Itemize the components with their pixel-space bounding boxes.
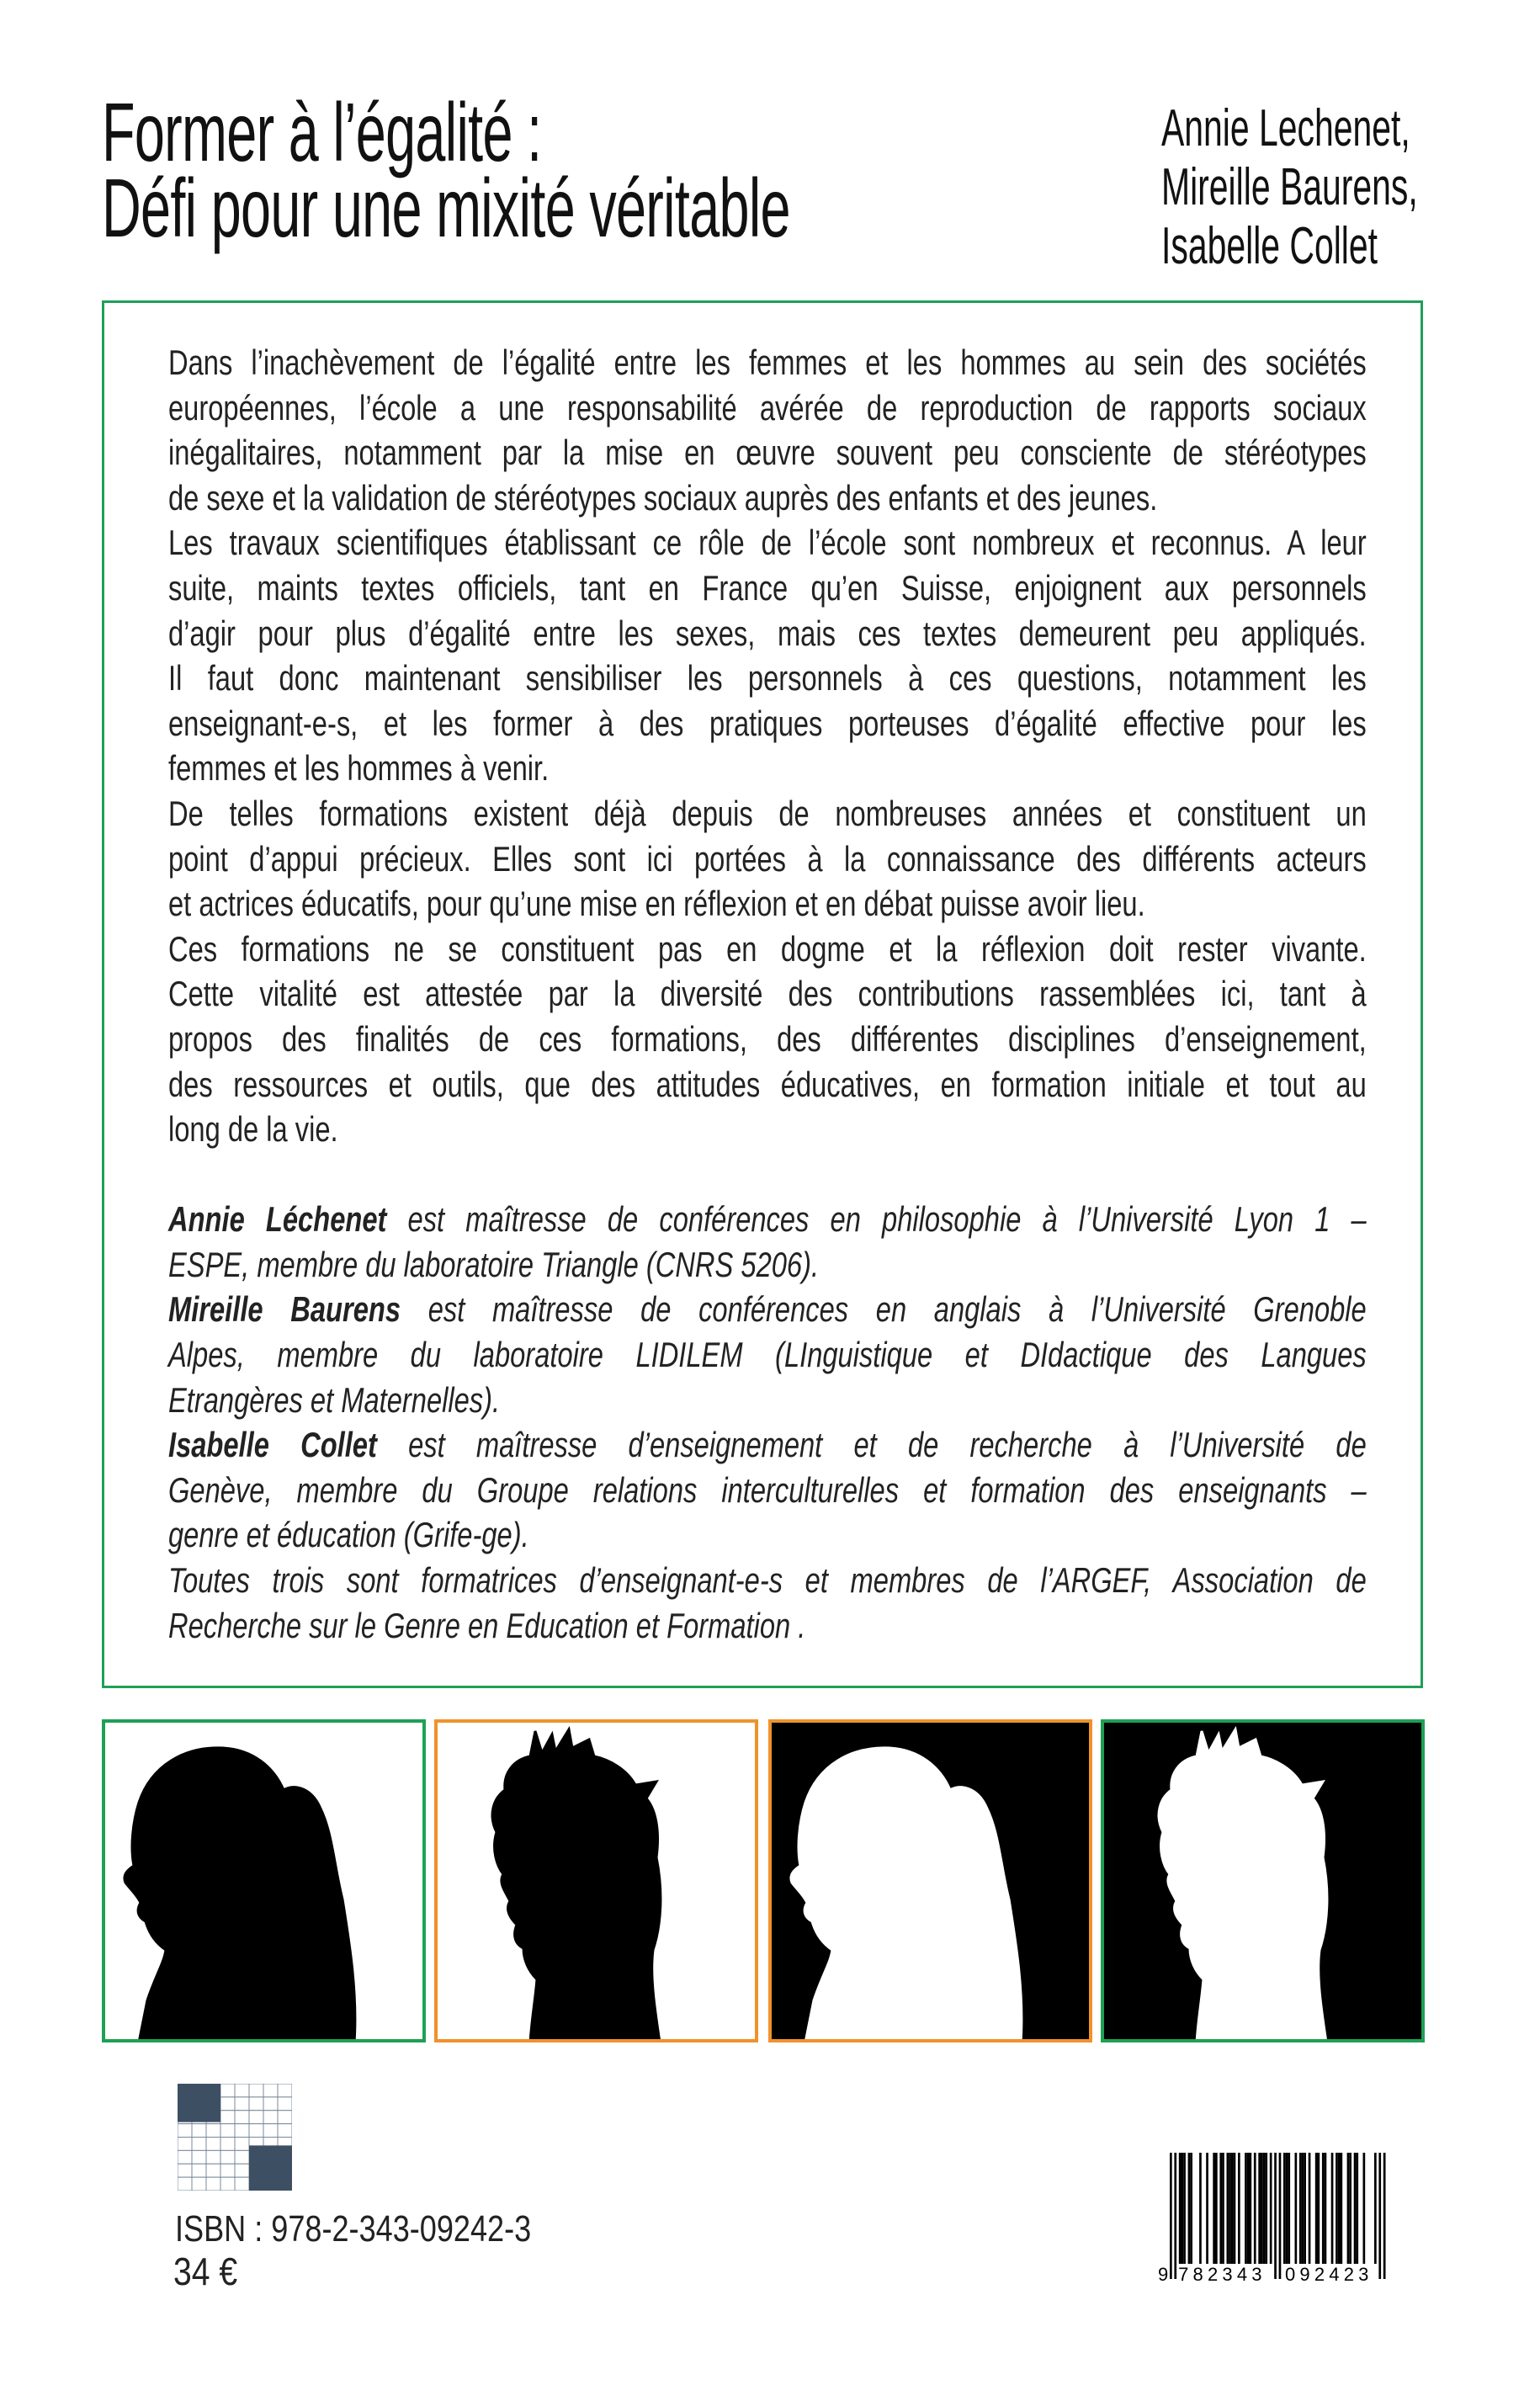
logo-cell: [235, 2150, 249, 2164]
barcode-bar: [1270, 2153, 1272, 2264]
blurb-line: [168, 927, 1367, 972]
logo-cell: [178, 2138, 192, 2151]
barcode-bar: [1261, 2153, 1263, 2264]
barcode-bar: [1302, 2153, 1304, 2264]
bio-line: [168, 1468, 1367, 1513]
blurb-text: [168, 340, 1367, 1648]
bio-line: [168, 1378, 1367, 1423]
barcode-bar: [1374, 2153, 1377, 2264]
barcode-digits: 782343: [1178, 2264, 1267, 2285]
barcode-bar: [1206, 2153, 1208, 2264]
boy-spiky-silhouette-inverted-icon: [1104, 1723, 1421, 2039]
line-text: propos des finalités de ces formations, des différentes disciplines d’enseignement,: [168, 1018, 1367, 1059]
barcode-bar: [1170, 2153, 1172, 2279]
barcode-bar: [1231, 2153, 1234, 2264]
barcode-bar: [1234, 2153, 1236, 2264]
barcode-bar: [1309, 2153, 1311, 2264]
bio-line: [168, 1512, 1367, 1558]
blurb-line: [168, 791, 1367, 837]
blurb-line: [168, 1062, 1367, 1108]
logo-cell: [178, 2124, 192, 2138]
barcode-bar: [1331, 2153, 1334, 2264]
blurb-line: [168, 971, 1367, 1017]
barcode-bar: [1179, 2153, 1182, 2264]
logo-cell: [206, 2164, 220, 2177]
logo-cell: [192, 2124, 206, 2138]
line-text: européennes, l’école a une responsabilité avérée de reproduction de rapports sociaux: [168, 387, 1367, 428]
logo-cell: [220, 2084, 235, 2097]
barcode-bar: [1190, 2153, 1192, 2264]
bio-line: [168, 1422, 1367, 1468]
barcode-bar: [1219, 2153, 1222, 2264]
blurb-line: [168, 475, 1367, 521]
barcode-bar: [1354, 2153, 1357, 2264]
bio-line: [168, 1603, 1367, 1649]
silhouette-panel: [768, 1719, 1092, 2042]
barcode-digits: 9: [1158, 2264, 1169, 2285]
logo-cell: [278, 2084, 292, 2097]
line-text: Recherche sur le Genre en Education et Formation .: [168, 1605, 806, 1645]
barcode-bar: [1338, 2153, 1341, 2264]
silhouette-panel: [1101, 1719, 1425, 2042]
barcode-bar: [1258, 2153, 1261, 2264]
line-text: Alpes, membre du laboratoire LIDILEM (LInguistique et DIdactique des Langues: [168, 1335, 1367, 1375]
line-text: ESPE, membre du laboratoire Triangle (CNRS 5206).: [168, 1244, 820, 1284]
barcode-bar: [1238, 2153, 1240, 2264]
logo-cell: [249, 2097, 263, 2111]
barcode-bar: [1325, 2153, 1327, 2264]
barcode-bar: [1229, 2153, 1231, 2264]
line-text: De telles formations existent déjà depuis de nombreuses années et constituent un: [168, 793, 1367, 833]
price-label: 34 €: [173, 2250, 238, 2293]
blurb-line: [168, 340, 1367, 385]
barcode-bar: [1336, 2153, 1338, 2264]
barcode-digits: 092423: [1285, 2264, 1373, 2285]
barcode-bar: [1299, 2153, 1302, 2264]
blurb-line: [168, 430, 1367, 475]
barcode-bar: [1199, 2153, 1202, 2264]
barcode-bar: [1254, 2153, 1256, 2264]
blurb-line: [168, 837, 1367, 882]
logo-cell: [249, 2111, 263, 2124]
barcode-bar: [1274, 2153, 1277, 2279]
author-name-bold: Mireille Baurens: [168, 1289, 401, 1330]
bio-line: [168, 1197, 1367, 1242]
blurb-line: [168, 1107, 1367, 1152]
line-text: de sexe et la validation de stéréotypes sociaux auprès des enfants et des jeunes.: [168, 477, 1158, 518]
barcode-bar: [1286, 2153, 1288, 2264]
logo-cell: [220, 2111, 235, 2124]
barcode-bar: [1347, 2153, 1350, 2264]
logo-cell: [192, 2177, 206, 2191]
barcode-bar: [1383, 2153, 1386, 2279]
blurb-line: [168, 1017, 1367, 1062]
barcode-bar: [1213, 2153, 1215, 2264]
line-text: Dans l’inachèvement de l’égalité entre les femmes et les hommes au sein des sociétés: [168, 343, 1367, 382]
barcode-bar: [1265, 2153, 1267, 2264]
author-name-bold: Isabelle Collet: [168, 1425, 377, 1465]
barcode-bar: [1304, 2153, 1306, 2264]
barcode-bar: [1245, 2153, 1247, 2264]
logo-block: [178, 2084, 220, 2122]
barcode-bar: [1349, 2153, 1351, 2264]
logo-cell: [192, 2164, 206, 2177]
isbn-barcode: [1151, 2153, 1395, 2287]
line-text: long de la vie.: [168, 1109, 338, 1150]
logo-cell: [235, 2164, 249, 2177]
barcode-bar: [1250, 2153, 1252, 2264]
title-line-2: Défi pour une mixité véritable: [102, 162, 790, 254]
line-text: inégalitaires, notamment par la mise en œuvre souvent peu consciente de stéréotypes: [168, 433, 1367, 473]
line-text: Etrangères et Maternelles).: [168, 1379, 501, 1420]
author-name: Mireille Baurens,: [1161, 158, 1418, 216]
blurb-line: [168, 611, 1367, 656]
logo-cell: [263, 2097, 278, 2111]
barcode-bar: [1182, 2153, 1184, 2264]
logo-cell: [220, 2164, 235, 2177]
barcode-bar: [1283, 2153, 1286, 2264]
logo-cell: [206, 2150, 220, 2164]
bio-line: [168, 1558, 1367, 1603]
blurb-line: [168, 746, 1367, 791]
logo-cell: [178, 2164, 192, 2177]
line-text: genre et éducation (Grife-ge).: [168, 1515, 529, 1555]
line-text: Toutes trois sont formatrices d’enseignant-e-s et membres de l’ARGEF, Association de: [168, 1560, 1367, 1601]
blurb-line: [168, 385, 1367, 431]
logo-cell: [220, 2124, 235, 2138]
barcode-bar: [1295, 2153, 1298, 2264]
logo-cell: [220, 2177, 235, 2191]
logo-cell: [278, 2097, 292, 2111]
line-text: Ces formations ne se constituent pas en dogme et la réflexion doit rester vivante.: [168, 928, 1367, 969]
logo-cell: [178, 2150, 192, 2164]
line-text: Genève, membre du Groupe relations interculturelles et formation des enseignants –: [168, 1469, 1367, 1510]
line-text: Il faut donc maintenant sensibiliser les personnels à ces questions, notamment les: [168, 658, 1367, 699]
logo-cell: [178, 2177, 192, 2191]
book-title: [102, 86, 790, 254]
bio-line: [168, 1242, 1367, 1288]
line-text: point d’appui précieux. Elles sont ici portées à la connaissance des différents acteurs: [168, 838, 1367, 879]
barcode-bar: [1322, 2153, 1325, 2264]
spacer: [168, 1152, 1367, 1198]
logo-cell: [206, 2177, 220, 2191]
barcode-bar: [1188, 2153, 1191, 2264]
logo-cell: [235, 2138, 249, 2151]
line-text: Les travaux scientifiques établissant ce rôle de l’école sont nombreux et reconnus. A leur: [168, 523, 1367, 563]
logo-cell: [235, 2084, 249, 2097]
logo-cell: [192, 2150, 206, 2164]
girl-ponytail-silhouette-icon: [105, 1723, 422, 2039]
logo-block: [249, 2145, 292, 2191]
logo-cell: [263, 2111, 278, 2124]
author-name-bold: Annie Léchenet: [168, 1199, 387, 1240]
barcode-bar: [1183, 2153, 1186, 2264]
blurb-line: [168, 656, 1367, 701]
logo-cell: [192, 2138, 206, 2151]
bio-line: [168, 1332, 1367, 1378]
barcode-bar: [1315, 2153, 1318, 2264]
barcode-bar: [1247, 2153, 1250, 2264]
logo-cell: [235, 2111, 249, 2124]
author-name: Annie Lechenet,: [1161, 99, 1410, 157]
logo-cell: [263, 2124, 278, 2138]
barcode-bar: [1341, 2153, 1343, 2264]
line-text: est maîtresse d’enseignement et de recherche à l’Université de: [376, 1425, 1367, 1465]
line-text: Cette vitalité est attestée par la diversité des contributions rassemblées ici, tant à: [168, 974, 1367, 1014]
silhouette-panel: [102, 1719, 426, 2042]
logo-cell: [235, 2177, 249, 2191]
barcode-bar: [1279, 2153, 1282, 2279]
silhouette-panel: [434, 1719, 758, 2042]
logo-cell: [263, 2084, 278, 2097]
boy-spiky-silhouette-icon: [438, 1723, 755, 2039]
blurb-line: [168, 881, 1367, 927]
line-text: est maîtresse de conférences en philosophie à l’Université Lyon 1 –: [386, 1199, 1367, 1240]
publisher-logo: [178, 2084, 292, 2191]
logo-cell: [235, 2097, 249, 2111]
barcode-bar: [1288, 2153, 1290, 2264]
barcode-bar: [1318, 2153, 1320, 2264]
logo-cell: [206, 2138, 220, 2151]
logo-cell: [206, 2124, 220, 2138]
blurb-line: [168, 520, 1367, 566]
blurb-line: [168, 566, 1367, 611]
girl-ponytail-silhouette-inverted-icon: [772, 1723, 1089, 2039]
line-text: femmes et les hommes à venir.: [168, 748, 550, 789]
barcode-bar: [1356, 2153, 1358, 2264]
logo-cell: [249, 2084, 263, 2097]
logo-cell: [278, 2124, 292, 2138]
logo-cell: [220, 2097, 235, 2111]
line-text: d’agir pour plus d’égalité entre les sexes, mais ces textes demeurent peu appliqués.: [168, 613, 1367, 653]
logo-cell: [249, 2124, 263, 2138]
line-text: est maîtresse de conférences en anglais à l’Université Grenoble: [401, 1289, 1367, 1330]
line-text: et actrices éducatifs, pour qu’une mise en réflexion et en débat puisse avoir lieu.: [168, 884, 1145, 924]
blurb-line: [168, 701, 1367, 746]
barcode-bar: [1222, 2153, 1224, 2264]
isbn-label: ISBN : 978-2-343-09242-3: [175, 2208, 532, 2250]
barcode-bar: [1215, 2153, 1218, 2264]
line-text: des ressources et outils, que des attitudes éducatives, en formation initiale et tout au: [168, 1064, 1367, 1104]
barcode-bar: [1227, 2153, 1229, 2264]
title-line-1: Former à l’égalité :: [102, 86, 542, 178]
line-text: enseignant-e-s, et les former à des pratiques porteuses d’égalité effective pour les: [168, 703, 1367, 743]
barcode-bar: [1174, 2153, 1176, 2279]
logo-cell: [220, 2138, 235, 2151]
author-list: [1161, 99, 1418, 276]
barcode-bar: [1263, 2153, 1266, 2264]
barcode-bar: [1363, 2153, 1366, 2264]
logo-cell: [278, 2111, 292, 2124]
author-name: Isabelle Collet: [1161, 217, 1378, 275]
blurb-box: [102, 300, 1423, 1688]
logo-cell: [220, 2150, 235, 2164]
logo-cell: [235, 2124, 249, 2138]
line-text: suite, maints textes officiels, tant en France qu’en Suisse, enjoignent aux personnels: [168, 567, 1367, 608]
barcode-bar: [1378, 2153, 1381, 2279]
bio-line: [168, 1287, 1367, 1332]
